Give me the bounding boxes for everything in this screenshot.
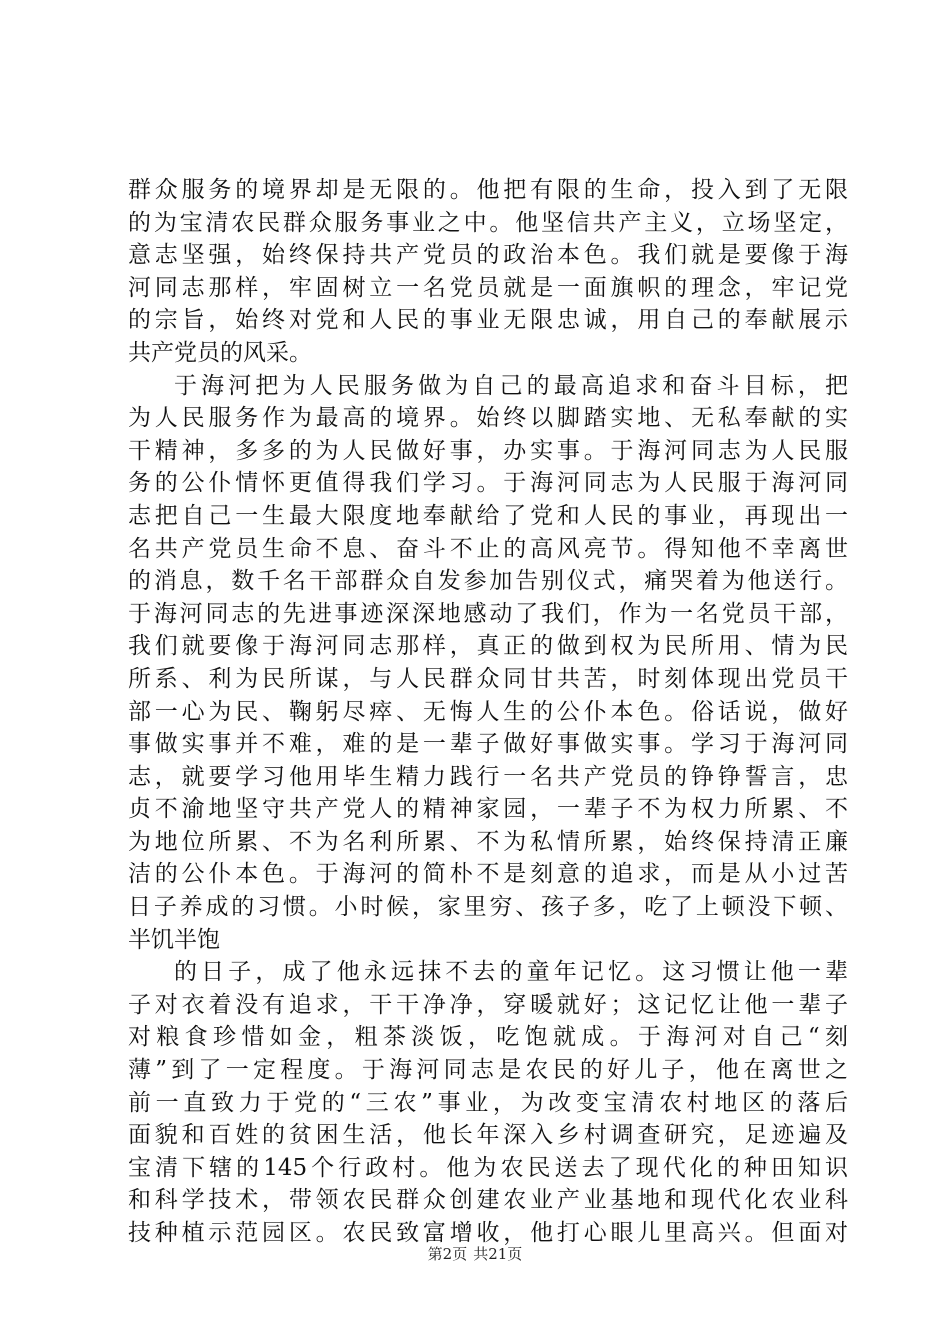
- text-line: 部一心为民、鞠躬尽瘁、无悔人生的公仆本色。俗话说，做好: [128, 698, 848, 725]
- text-line: 共产党员的风采。: [128, 339, 312, 366]
- paragraph-start-line: 的日子，成了他永远抹不去的童年记忆。这习惯让他一辈: [174, 959, 848, 986]
- text-line: 名共产党员生命不息、奋斗不止的高风亮节。得知他不幸离世: [128, 535, 848, 562]
- text-line: 干精神，多多的为人民做好事，办实事。于海河同志为人民服: [128, 437, 848, 464]
- page-total: 共21页: [473, 1245, 523, 1263]
- text-line: 群众服务的境界却是无限的。他把有限的生命，投入到了无限: [128, 177, 848, 203]
- text-line: 意志坚强，始终保持共产党员的政治本色。我们就是要像于海: [128, 242, 848, 269]
- text-line: 技种植示范园区。农民致富增收，他打心眼儿里高兴。但面对: [128, 1220, 848, 1246]
- text-line: 所系、利为民所谋，与人民群众同甘共苦，时刻体现出党员干: [128, 665, 848, 692]
- text-line: 我们就要像于海河同志那样，真正的做到权为民所用、情为民: [128, 633, 848, 660]
- text-line: 日子养成的习惯。小时候，家里穷、孩子多，吃了上顿没下顿、: [128, 894, 848, 921]
- text-line: 半饥半饱: [128, 926, 220, 953]
- text-line: 的宗旨，始终对党和人民的事业无限忠诚，用自己的奉献展示: [128, 307, 848, 334]
- text-line: 的消息，数千名干部群众自发参加告别仪式，痛哭着为他送行。: [128, 568, 848, 595]
- text-line: 对粮食珍惜如金，粗茶淡饭，吃饱就成。于海河对自己“刻: [128, 1024, 848, 1051]
- text-line: 为地位所累、不为名利所累、不为私情所累，始终保持清正廉: [128, 828, 848, 855]
- text-line: 和科学技术，带领农民群众创建农业产业基地和现代化农业科: [128, 1187, 848, 1214]
- body-text: [128, 174, 848, 1250]
- text-line: 前一直致力于党的“三农”事业，为改变宝清农村地区的落后: [128, 1089, 848, 1116]
- page-number: 第2页: [427, 1245, 468, 1263]
- text-line: 薄”到了一定程度。于海河同志是农民的好儿子，他在离世之: [128, 1057, 848, 1084]
- text-line: 洁的公仆本色。于海河的简朴不是刻意的追求，而是从小过苦: [128, 861, 848, 888]
- page-footer: [0, 1243, 950, 1264]
- text-line: 面貌和百姓的贫困生活，他长年深入乡村调查研究，足迹遍及: [128, 1122, 848, 1149]
- text-line: 子对衣着没有追求，干干净净，穿暖就好；这记忆让他一辈子: [128, 991, 848, 1018]
- text-line: 志，就要学习他用毕生精力践行一名共产党员的铮铮誓言，忠: [128, 763, 848, 790]
- text-line: 务的公仆情怀更值得我们学习。于海河同志为人民服于海河同: [128, 470, 848, 497]
- text-line: 河同志那样，牢固树立一名党员就是一面旗帜的理念，牢记党: [128, 274, 848, 301]
- paragraph-start-line: 于海河把为人民服务做为自己的最高追求和奋斗目标，把: [174, 372, 848, 399]
- text-line: 于海河同志的先进事迹深深地感动了我们，作为一名党员干部，: [128, 600, 848, 627]
- text-line: 宝清下辖的145个行政村。他为农民送去了现代化的种田知识: [128, 1154, 848, 1181]
- text-line: 贞不渝地坚守共产党人的精神家园，一辈子不为权力所累、不: [128, 796, 848, 823]
- text-line: 的为宝清农民群众服务事业之中。他坚信共产主义，立场坚定，: [128, 209, 848, 236]
- text-line: 志把自己一生最大限度地奉献给了党和人民的事业，再现出一: [128, 502, 848, 529]
- text-line: 为人民服务作为最高的境界。始终以脚踏实地、无私奉献的实: [128, 405, 848, 432]
- text-line: 事做实事并不难，难的是一辈子做好事做实事。学习于海河同: [128, 731, 848, 758]
